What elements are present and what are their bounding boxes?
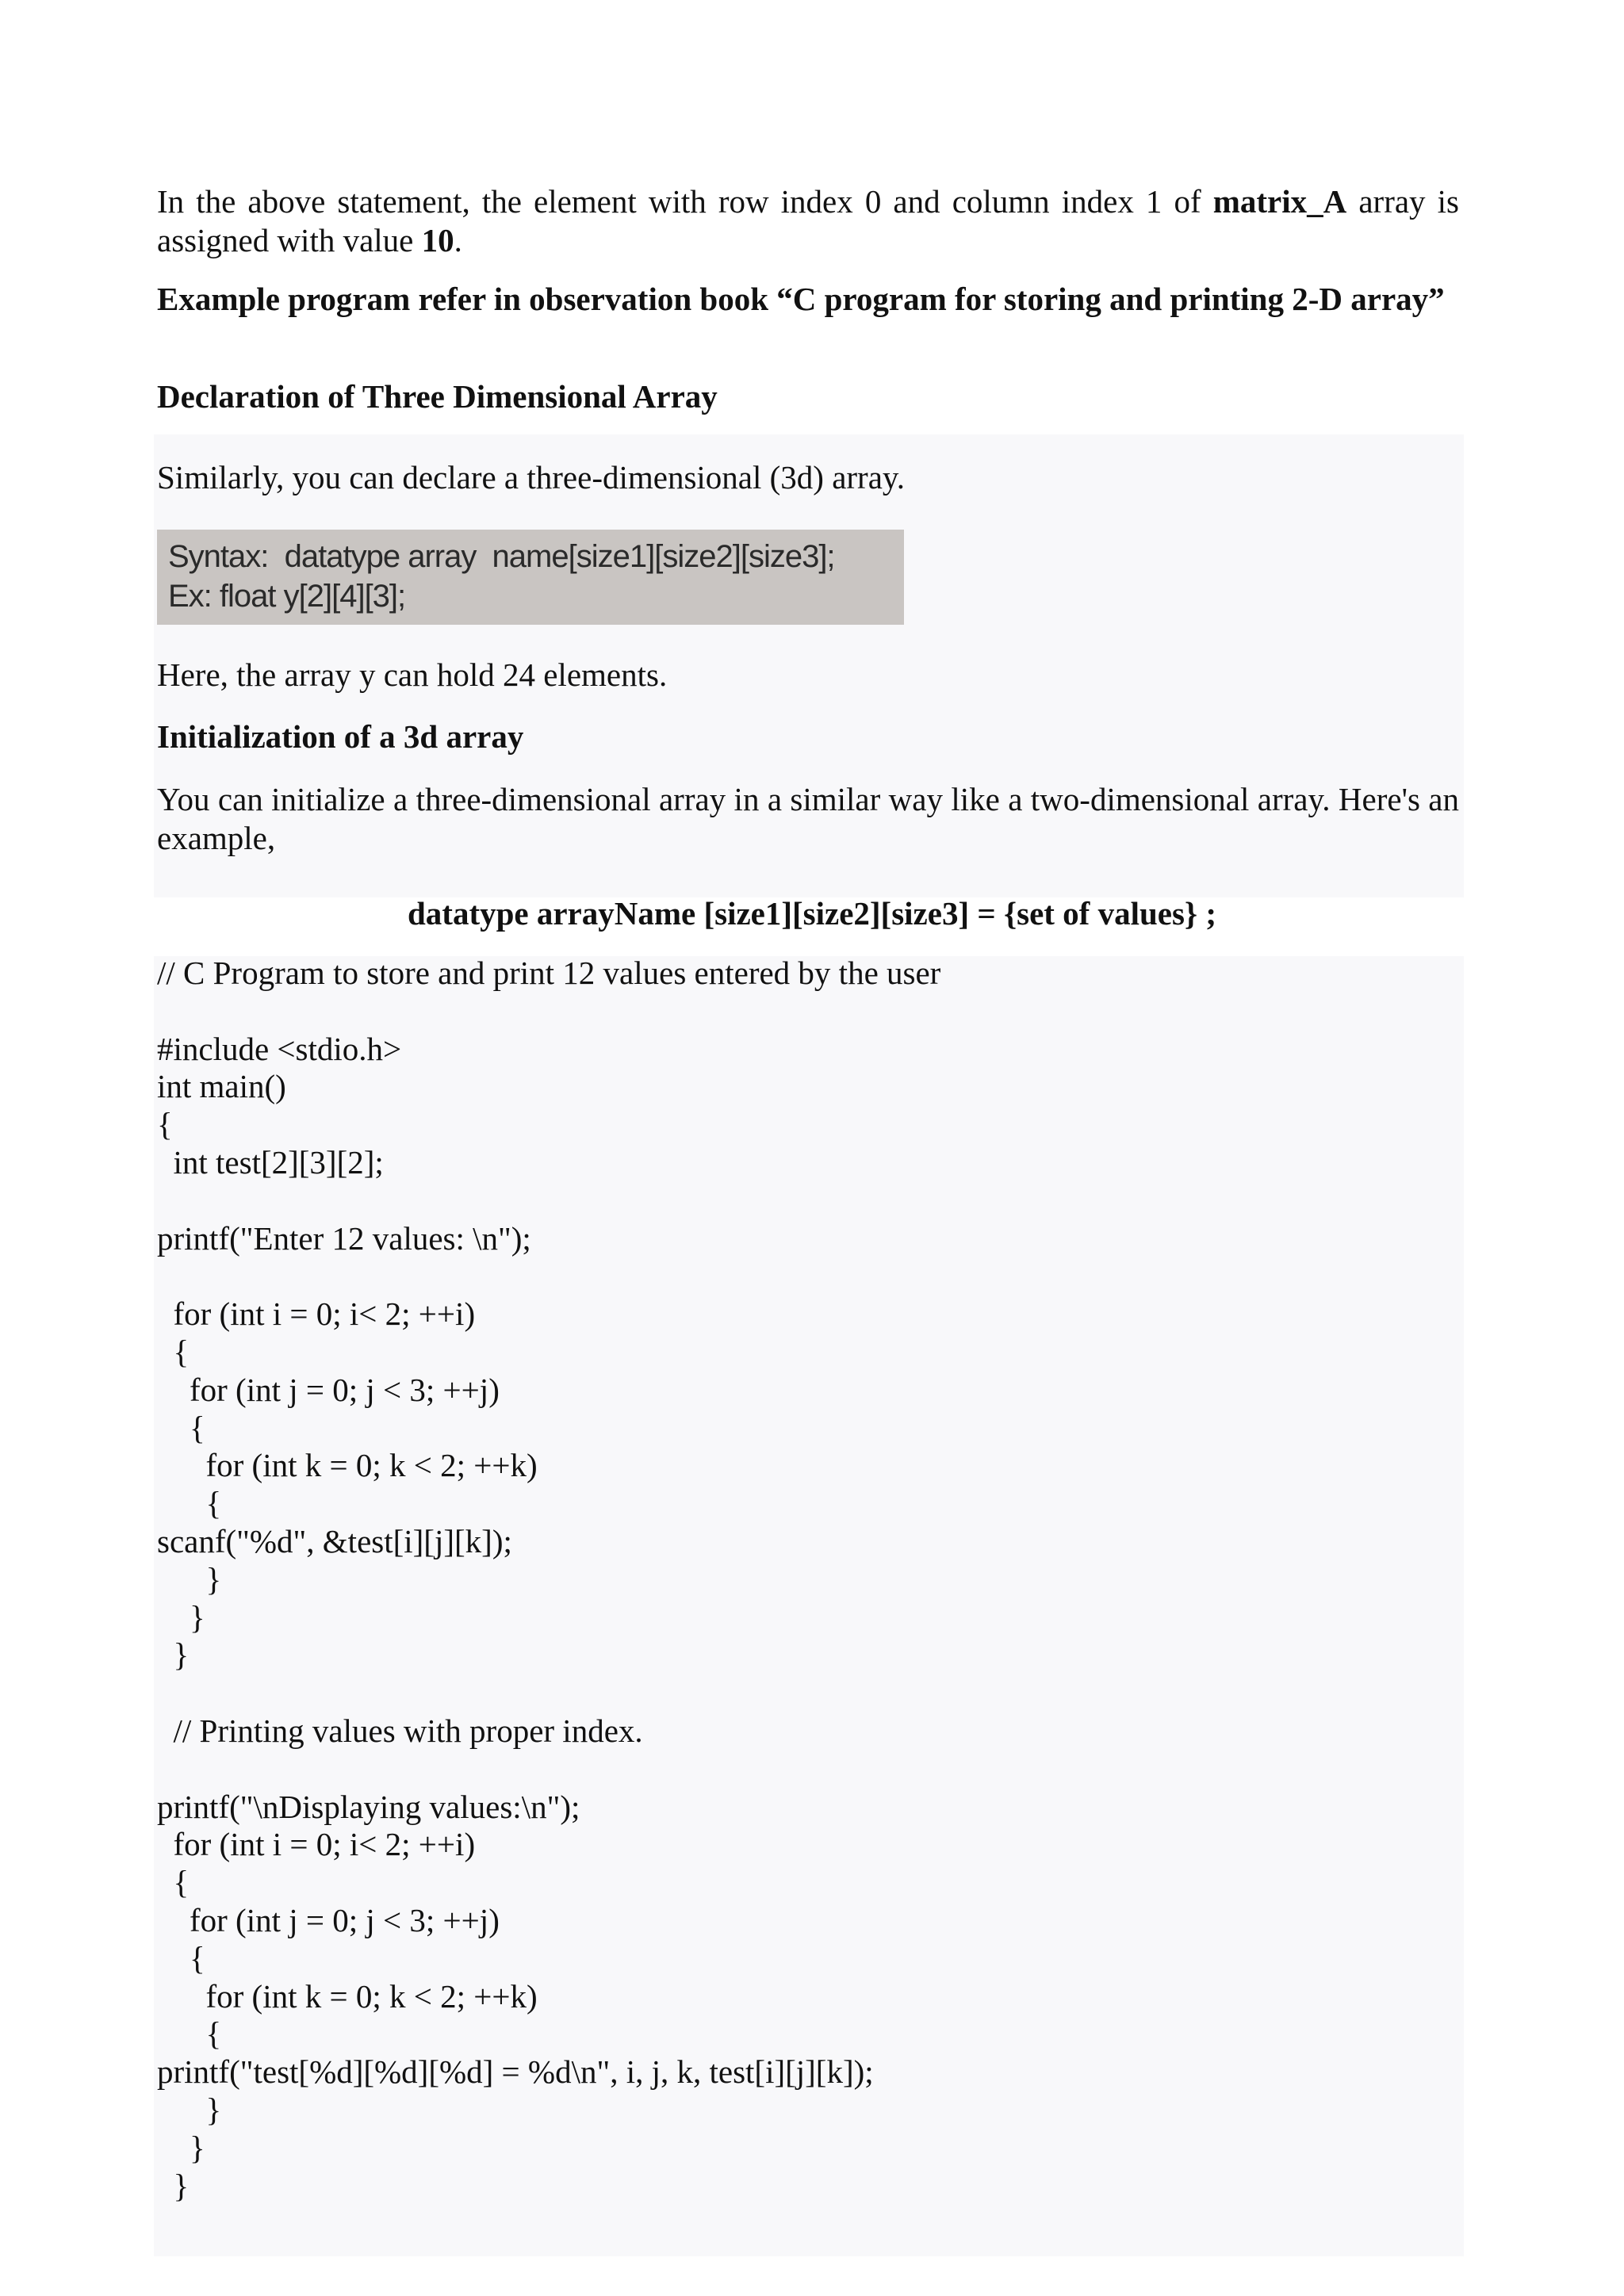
- intro-value: 10: [421, 222, 454, 258]
- declare-text: Similarly, you can declare a three-dimensional (3d) array.: [157, 459, 905, 496]
- intro-text-before: In the above statement, the element with row index 0 and column index 1 of: [157, 183, 1213, 220]
- code-line: for (int j = 0; j < 3; ++j): [157, 1901, 500, 1938]
- code-line: scanf("%d", &test[i][j][k]);: [157, 1522, 512, 1559]
- code-line: }: [157, 2167, 190, 2204]
- code-line: {: [157, 1106, 173, 1143]
- hold-text: Here, the array y can hold 24 elements.: [157, 656, 668, 693]
- intro-text-middle: array is assigned with value: [157, 183, 1459, 258]
- heading-3d-initialization: Initialization of a 3d array: [157, 718, 524, 755]
- code-line: for (int i = 0; i< 2; ++i): [157, 1295, 476, 1333]
- intro-array-name: matrix_A: [1212, 183, 1347, 220]
- code-line: [157, 1674, 1457, 1712]
- code-line: for (int j = 0; j < 3; ++j): [157, 1371, 500, 1408]
- code-line: {: [157, 1939, 205, 1976]
- code-line: }: [157, 1598, 205, 1636]
- init-text: You can initialize a three-dimensional array in a similar way like a two-dimensional array. Here's an example,: [157, 781, 1459, 856]
- code-line: for (int i = 0; i< 2; ++i): [157, 1826, 476, 1863]
- code-line: }: [157, 2129, 205, 2166]
- code-line: printf("test[%d][%d][%d] = %d\n", i, j, k, test[i][j][k]);: [157, 2053, 874, 2091]
- intro-paragraph: [157, 182, 1459, 260]
- code-line: {: [157, 1864, 190, 1901]
- code-line: printf("\nDisplaying values:\n");: [157, 1788, 580, 1825]
- syntax-line: Syntax: datatype array name[size1][size2][size3];: [168, 539, 835, 574]
- code-line: {: [157, 1485, 222, 1522]
- code-line: for (int k = 0; k < 2; ++k): [157, 1447, 538, 1484]
- code-line: int main(): [157, 1068, 286, 1105]
- code-line: }: [157, 2091, 222, 2128]
- initialization-formula: datatype arrayName [size1][size2][size3] = {set of values} ;: [408, 895, 1216, 932]
- code-line: {: [157, 2015, 222, 2053]
- code-line: // Printing values with proper index.: [157, 1712, 643, 1749]
- syntax-example-line: Ex: float y[2][4][3];: [168, 579, 406, 614]
- code-line: #include <stdio.h>: [157, 1030, 402, 1067]
- code-line: {: [157, 1333, 190, 1370]
- intro-text-after: .: [454, 222, 462, 258]
- heading-3d-declaration: Declaration of Three Dimensional Array: [157, 378, 718, 415]
- code-line: }: [157, 1560, 222, 1598]
- example-note: Example program refer in observation book “C program for storing and printing 2-D array”: [157, 281, 1445, 317]
- code-line: }: [157, 1636, 190, 1674]
- code-line: for (int k = 0; k < 2; ++k): [157, 1977, 538, 2015]
- code-line: [157, 1182, 1457, 1220]
- code-line: {: [157, 1409, 205, 1446]
- code-line: printf("Enter 12 values: \n");: [157, 1219, 531, 1257]
- code-line: [157, 993, 1457, 1031]
- code-line: int test[2][3][2];: [157, 1143, 384, 1181]
- code-line: [157, 1257, 1457, 1295]
- code-line: [157, 1751, 1457, 1789]
- code-block: [157, 955, 1457, 2205]
- syntax-box: [157, 530, 904, 625]
- code-line: // C Program to store and print 12 values entered by the user: [157, 955, 941, 991]
